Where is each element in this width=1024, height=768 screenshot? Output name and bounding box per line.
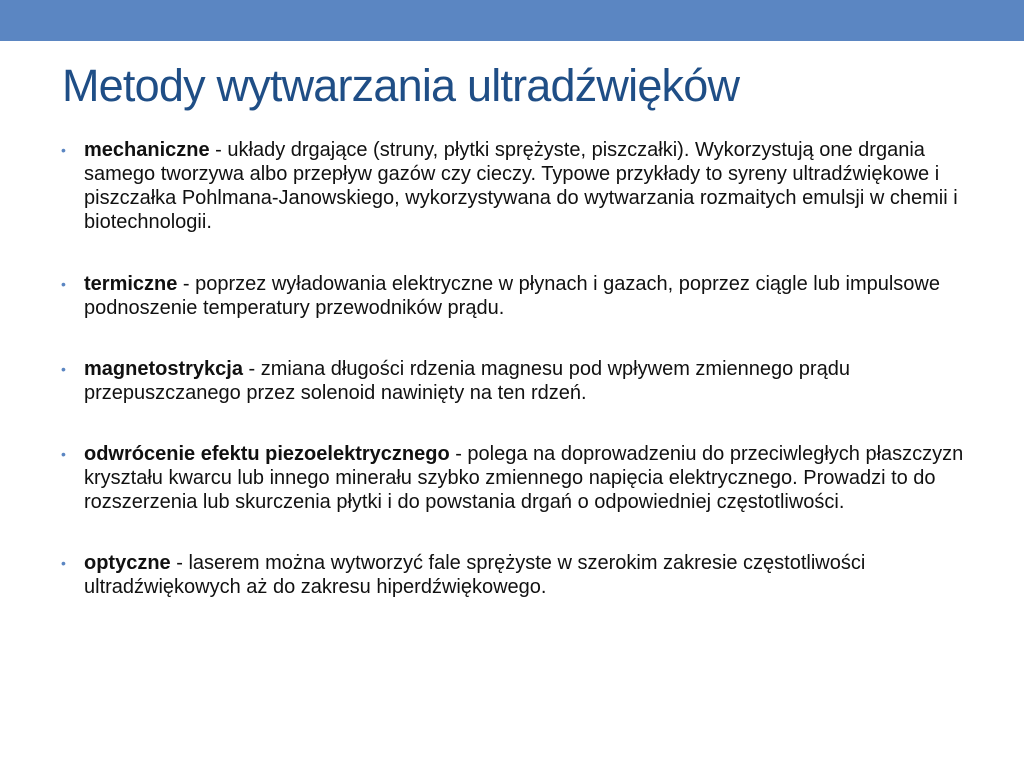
list-item bbox=[60, 442, 985, 514]
bullet-description: - laserem można wytworzyć fale sprężyste w szerokim zakresie częstotliwości ultradźwiękowych aż do zakresu hiperdźwiękowego. bbox=[84, 552, 866, 598]
bullet-term: magnetostrykcja bbox=[84, 358, 243, 380]
bullet-term: termiczne bbox=[84, 273, 178, 295]
top-accent-bar bbox=[0, 0, 1024, 41]
bullet-term: mechaniczne bbox=[84, 139, 210, 161]
bullet-term: optyczne bbox=[84, 552, 171, 574]
bullet-list bbox=[60, 138, 985, 636]
list-item bbox=[60, 272, 985, 320]
bullet-description: - polega na doprowadzeniu do przeciwległych płaszczyzn kryształu kwarcu lub innego minerału szybko zmiennego napięcia elektrycznego. Prowadzi to do rozszerzenia lub skurczenia płytki i do powstania drgań o odpowiedniej częstotliwości. bbox=[84, 443, 964, 513]
bullet-icon: • bbox=[61, 555, 66, 571]
list-item bbox=[60, 357, 985, 405]
bullet-icon: • bbox=[61, 142, 66, 158]
bullet-icon: • bbox=[61, 446, 66, 462]
bullet-description: - układy drgające (struny, płytki sprężyste, piszczałki). Wykorzystują one drgania samego tworzywa albo przepływ gazów czy cieczy. Typowe przykłady to syreny ultradźwiękowe i piszczałka Pohlmana-Janowskiego, wykorzystywana do wytwarzania rozmaitych emulsji w chemii i biotechnologii. bbox=[84, 139, 958, 233]
bullet-term: odwrócenie efektu piezoelektrycznego bbox=[84, 443, 450, 465]
bullet-description: - poprzez wyładowania elektryczne w płynach i gazach, poprzez ciągle lub impulsowe podnoszenie temperatury przewodników prądu. bbox=[84, 273, 940, 319]
bullet-description: - zmiana długości rdzenia magnesu pod wpływem zmiennego prądu przepuszczanego przez solenoid nawinięty na ten rdzeń. bbox=[84, 358, 850, 404]
slide-title: Metody wytwarzania ultradźwięków bbox=[62, 60, 740, 111]
list-item bbox=[60, 138, 985, 234]
list-item bbox=[60, 551, 985, 599]
bullet-icon: • bbox=[61, 276, 66, 292]
bullet-icon: • bbox=[61, 361, 66, 377]
